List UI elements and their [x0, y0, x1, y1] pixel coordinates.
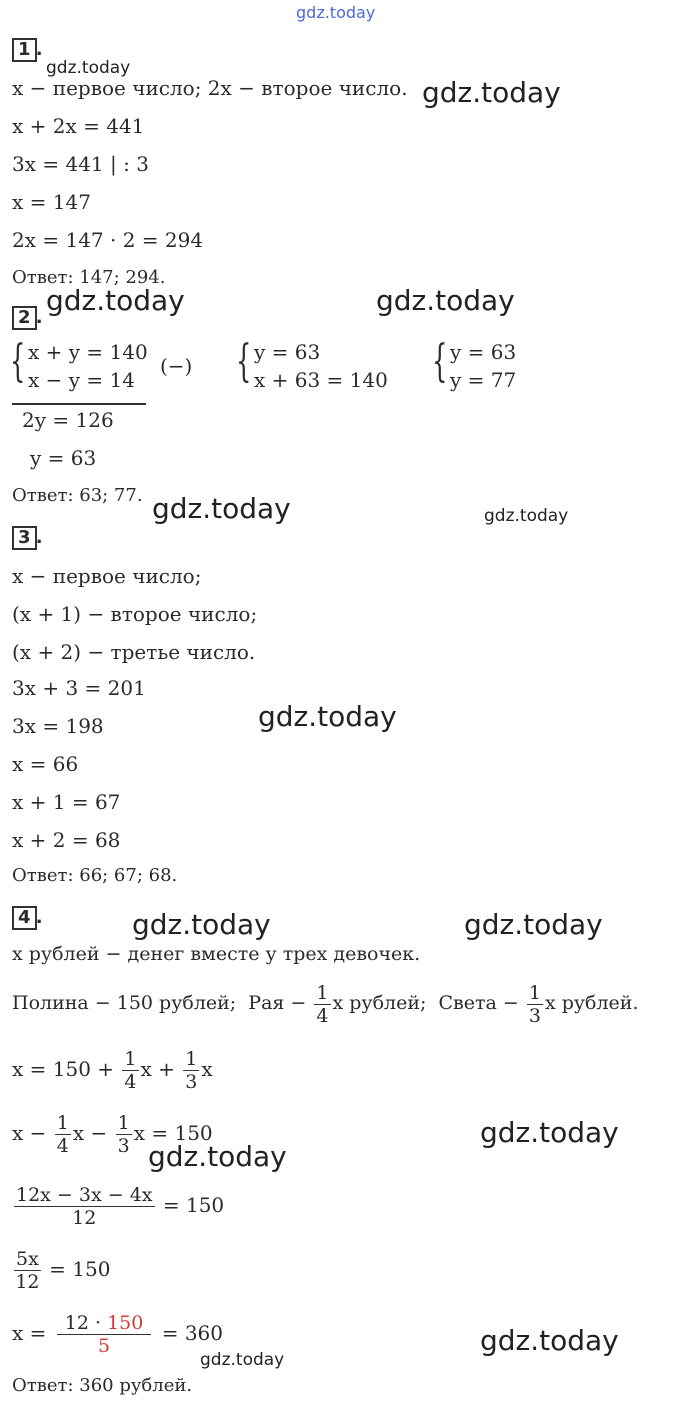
watermark: gdz.today	[480, 1324, 619, 1357]
task4-answer: Ответ: 360 рублей.	[12, 1375, 193, 1396]
plus-sign: +	[158, 1057, 175, 1081]
watermark: gdz.today	[422, 76, 561, 109]
task1-line: x + 2x = 441	[12, 114, 145, 138]
fraction-one-fourth	[314, 982, 330, 1027]
task4-intro: x рублей − денег вместе у трех девочек.	[12, 943, 421, 965]
var-x: x	[133, 1121, 145, 1145]
watermark: gdz.today	[480, 1116, 619, 1149]
task-number: 2 .	[12, 306, 37, 330]
sveta-label: Света −	[438, 992, 519, 1014]
system2-eq-b: x + 63 = 140	[254, 368, 388, 392]
operation: (−)	[160, 354, 193, 378]
task4-eq3	[12, 1180, 224, 1230]
task3-line: (x + 1) − второе число;	[12, 602, 258, 626]
eq2-rhs: = 150	[151, 1121, 213, 1145]
task3-line: 3x = 198	[12, 714, 104, 738]
watermark: gdz.today	[152, 492, 291, 525]
watermark: gdz.today	[148, 1140, 287, 1173]
fraction-den: 4	[56, 1135, 69, 1157]
raya-label: Рая −	[248, 992, 307, 1014]
var-x: x	[72, 1121, 85, 1145]
watermark: gdz.today	[258, 700, 397, 733]
sum-line	[12, 403, 146, 405]
watermark-top: gdz.today	[296, 3, 376, 22]
fraction-den: 12	[72, 1207, 97, 1229]
task3-line: 3x + 3 = 201	[12, 676, 146, 700]
fraction-one-third	[116, 1112, 132, 1157]
watermark: gdz.today	[464, 908, 603, 941]
task4-eq5	[12, 1308, 223, 1358]
watermark: gdz.today	[46, 284, 185, 317]
final-lhs: x =	[12, 1321, 47, 1345]
task1-line: x = 147	[12, 190, 91, 214]
fraction-final	[57, 1312, 152, 1357]
task-number: 3 .	[12, 526, 37, 550]
brace-icon: {	[236, 336, 252, 387]
task-number: 1 .	[12, 38, 37, 62]
brace-icon: {	[10, 336, 26, 387]
fraction-num: 1	[124, 1048, 137, 1070]
task3-line: x − первое число;	[12, 564, 202, 588]
fraction-num: 1	[185, 1048, 198, 1070]
system1-eq-b: x − y = 14	[28, 368, 135, 392]
var-x: x	[201, 1057, 213, 1081]
system3-eq-b: y = 77	[450, 368, 517, 392]
fraction-den: 12	[15, 1271, 40, 1293]
task3-answer: Ответ: 66; 67; 68.	[12, 865, 178, 886]
fraction-num	[57, 1312, 152, 1335]
task-number: 4 .	[12, 906, 37, 930]
fraction-num: 12x − 3x − 4x	[16, 1184, 153, 1206]
system3-eq-a: y = 63	[450, 340, 517, 364]
var-x: x	[140, 1057, 152, 1081]
eq3-rhs: = 150	[162, 1193, 225, 1217]
result-eq: y = 63	[30, 446, 97, 470]
task3-line: (x + 2) − третье число.	[12, 640, 256, 664]
task1-line: x − первое число; 2x − второе число.	[12, 76, 408, 100]
fraction-num: 1	[316, 981, 329, 1004]
watermark: gdz.today	[46, 58, 131, 78]
watermark: gdz.today	[200, 1350, 285, 1370]
fraction-den: 4	[124, 1071, 137, 1093]
final-num-a: 12 ·	[64, 1312, 102, 1334]
fraction-five-x-twelve	[14, 1248, 41, 1293]
fraction-den: 3	[185, 1071, 198, 1093]
raya-rubles: x рублей;	[332, 992, 427, 1014]
task3-line: x + 2 = 68	[12, 828, 121, 852]
fraction-combined	[14, 1184, 155, 1229]
task1-answer: Ответ: 147; 294.	[12, 267, 166, 288]
task4-eq4	[12, 1244, 110, 1294]
task1-line: 3x = 441 | : 3	[12, 152, 149, 176]
system2-eq-a: y = 63	[254, 340, 321, 364]
final-rhs: = 360	[161, 1321, 223, 1345]
watermark: gdz.today	[484, 506, 569, 526]
task2-answer: Ответ: 63; 77.	[12, 485, 143, 506]
fraction-num: 1	[528, 981, 541, 1004]
task3-line: x = 66	[12, 752, 79, 776]
fraction-one-third	[527, 982, 543, 1027]
fraction-den: 3	[117, 1135, 130, 1157]
task4-eq1	[12, 1044, 213, 1094]
polina-part: Полина − 150 рублей;	[12, 992, 237, 1014]
fraction-one-fourth	[122, 1048, 138, 1093]
fraction-den: 4	[316, 1004, 329, 1027]
system1-eq-a: x + y = 140	[28, 340, 148, 364]
fraction-den: 3	[528, 1004, 541, 1027]
eq4-rhs: = 150	[49, 1257, 111, 1281]
brace-icon: {	[432, 336, 448, 387]
watermark: gdz.today	[132, 908, 271, 941]
task4-parts	[12, 978, 639, 1028]
fraction-one-fourth	[55, 1112, 71, 1157]
task1-line: 2x = 147 · 2 = 294	[12, 228, 204, 252]
fraction-num: 1	[117, 1112, 130, 1134]
sum-eq: 2y = 126	[22, 408, 114, 432]
fraction-num: 5x	[16, 1248, 39, 1270]
minus-sign: −	[90, 1121, 108, 1145]
watermark: gdz.today	[376, 284, 515, 317]
eq1-lhs: x = 150 +	[12, 1057, 115, 1081]
task3-line: x + 1 = 67	[12, 790, 121, 814]
final-num-b: 150	[107, 1312, 144, 1334]
fraction-den: 5	[98, 1335, 111, 1357]
sveta-rubles: x рублей.	[544, 992, 639, 1014]
fraction-one-third	[183, 1048, 199, 1093]
task4-eq2	[12, 1108, 213, 1158]
eq2-lhs: x −	[12, 1121, 47, 1145]
fraction-num: 1	[56, 1112, 69, 1134]
